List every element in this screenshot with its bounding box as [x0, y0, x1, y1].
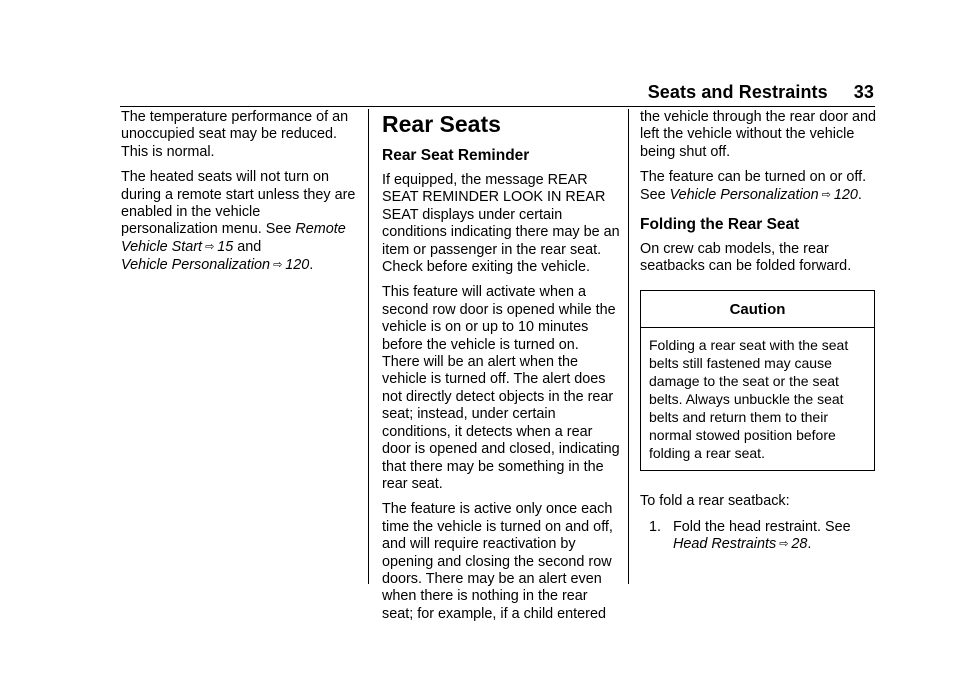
caution-box — [640, 290, 875, 471]
paragraph-text: The feature can be turned on or off. See — [640, 169, 867, 203]
paragraph-text: and — [237, 238, 262, 255]
paragraph: To fold a rear seatback: — [640, 493, 790, 510]
paragraph: If equipped, the message REAR SEAT REMINDER LOOK IN REAR SEAT displays under certain conditions indicating there may be an item or passenger in the rear seat. Check before exiting the vehicle. — [382, 172, 620, 276]
paragraph: the vehicle through the rear door and left the vehicle without the vehicle being shut off. — [640, 109, 877, 160]
column-divider — [628, 109, 629, 584]
paragraph-text: . — [857, 186, 862, 203]
caution-text: Folding a rear seat with the seat belts still fastened may cause damage to the seat or the seat belts. Always unbuckle the seat belts and return them to their normal stowed position before folding a rear seat. — [649, 337, 849, 462]
section-title: Seats and Restraints — [647, 82, 828, 102]
page-reference-number[interactable]: 28 — [791, 536, 808, 553]
page-header — [648, 82, 874, 103]
page-reference-icon: ⇨ — [205, 240, 215, 253]
step-number: 1. — [649, 518, 662, 535]
paragraph-text: . — [807, 536, 812, 553]
page-reference-icon: ⇨ — [273, 259, 283, 272]
step-text — [673, 519, 876, 555]
paragraph: The feature is active only once each time the vehicle is turned on and off, and will require reactivation by opening and closing the second row doors. There may be an alert even when there is nothing in the rear seat; for example, if a child entered — [382, 501, 613, 622]
paragraph: The temperature performance of an unoccupied seat may be reduced. This is normal. — [121, 109, 349, 160]
header-rule — [120, 106, 875, 107]
column-1 — [121, 109, 357, 284]
paragraph-text: Fold the head restraint. See — [673, 518, 851, 535]
page-reference-icon: ⇨ — [821, 188, 831, 201]
cross-reference-link[interactable]: Vehicle Personalization — [669, 186, 819, 203]
cross-reference-link[interactable]: Vehicle Personalization — [121, 257, 271, 274]
paragraph: On crew cab models, the rear seatbacks can be folded forward. — [640, 241, 852, 275]
cross-reference-link[interactable]: Remote Vehicle Start — [121, 221, 346, 255]
page-reference-number[interactable]: 15 — [217, 238, 234, 255]
subsection-heading: Folding the Rear Seat — [640, 216, 800, 234]
page-reference-number[interactable]: 120 — [833, 186, 858, 203]
paragraph: This feature will activate when a second row door is opened while the vehicle is on or up to 10 minutes before the vehicle is turned on. There will be an alert when the vehicle is turned off. The alert does not directly detect objects in the rear seat; instead, under certain conditions, it detects when a rear door is opened and closed, indicating that there may be something in the rear seat. — [382, 284, 620, 492]
page-number: 33 — [853, 82, 874, 102]
paragraph — [640, 169, 876, 205]
cross-reference-link[interactable]: Head Restraints — [673, 536, 777, 553]
list-item — [649, 519, 876, 555]
caution-title: Caution — [641, 291, 874, 328]
column-divider — [368, 109, 369, 584]
section-heading: Rear Seats — [382, 111, 501, 137]
paragraph — [121, 169, 357, 275]
paragraph-text: . — [309, 257, 314, 274]
column-2 — [382, 109, 620, 631]
column-3 — [640, 109, 876, 554]
paragraph-text: The heated seats will not turn on during a remote start unless they are enabled in the vehicle personalization menu. See — [121, 169, 356, 238]
page-reference-number[interactable]: 120 — [285, 257, 310, 274]
page-reference-icon: ⇨ — [779, 538, 789, 551]
subsection-heading: Rear Seat Reminder — [382, 147, 530, 164]
